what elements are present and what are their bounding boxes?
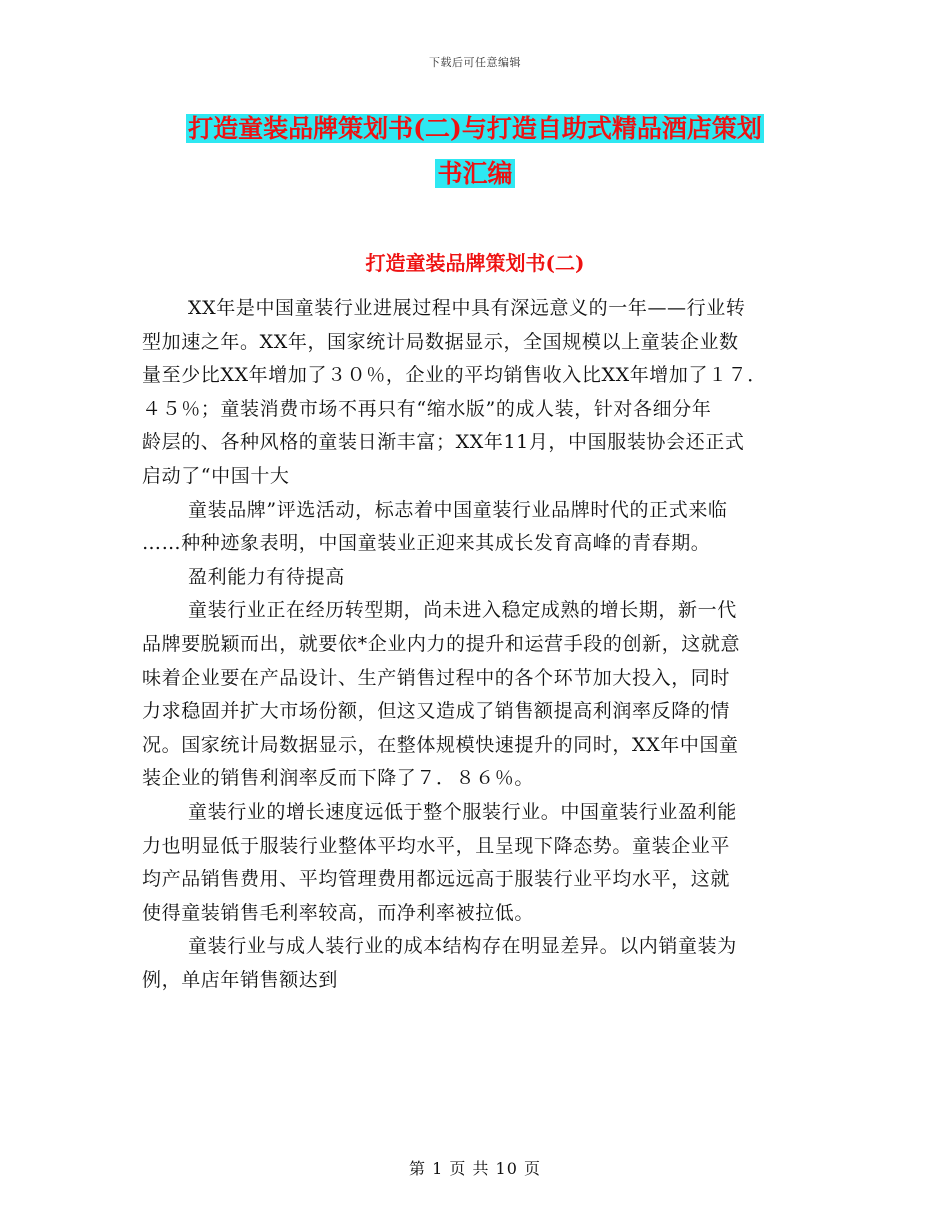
body-line: ……种种迹象表明，中国童装业正迎来其成长发育高峰的青春期。 [142, 532, 711, 555]
body-line: 使得童装销售毛利率较高，而净利率被拉低。 [142, 901, 535, 924]
document-title-line-1 [0, 114, 950, 144]
body-line: 量至少比XX年增加了３０％，企业的平均销售收入比XX年增加了１７． [142, 364, 767, 387]
section-title: 打造童装品牌策划书(二) [365, 251, 585, 275]
page-footer: 第 1 页 共 10 页 [409, 1159, 541, 1178]
document-title-line-2-text: 书汇编 [437, 159, 513, 188]
body-text [142, 292, 812, 997]
body-line: ４５％；童装消费市场不再只有“缩水版”的成人装，针对各细分年 [142, 397, 712, 420]
body-line: 力也明显低于服装行业整体平均水平，且呈现下降态势。童装企业平 [142, 834, 731, 857]
body-line: 均产品销售费用、平均管理费用都远远高于服装行业平均水平，这就 [142, 868, 731, 891]
body-line: 例，单店年销售额达到 [142, 968, 339, 991]
subheading: 盈利能力有待提高 [188, 565, 345, 588]
body-line: XX年是中国童装行业进展过程中具有深远意义的一年——行业转 [188, 297, 746, 319]
body-line: 品牌要脱颖而出，就要依*企业内力的提升和运营手段的创新，这就意 [142, 632, 741, 655]
body-line: 龄层的、各种风格的童装日渐丰富；XX年11月，中国服装协会还正式 [142, 431, 745, 454]
body-line: 力求稳固并扩大市场份额，但这又造成了销售额提高利润率反降的情 [142, 700, 731, 723]
body-line: 童装行业正在经历转型期，尚未进入稳定成熟的增长期，新一代 [188, 599, 737, 622]
body-line: 启动了“中国十大 [142, 464, 290, 487]
document-title-line-2 [0, 159, 950, 189]
body-line: 装企业的销售利润率反而下降了７．８６％。 [142, 767, 535, 790]
body-line: 童装行业的增长速度远低于整个服装行业。中国童装行业盈利能 [188, 800, 737, 823]
body-line: 童装品牌”评选活动，标志着中国童装行业品牌时代的正式来临 [188, 498, 728, 521]
body-line: 型加速之年。XX年，国家统计局数据显示，全国规模以上童装企业数 [142, 330, 739, 353]
body-line: 味着企业要在产品设计、生产销售过程中的各个环节加大投入，同时 [142, 666, 731, 689]
body-line: 童装行业与成人装行业的成本结构存在明显差异。以内销童装为 [188, 935, 737, 958]
header-note: 下载后可任意编辑 [429, 56, 521, 69]
document-title-line-1-text: 打造童装品牌策划书(二)与打造自助式精品酒店策划 [188, 114, 762, 143]
body-line: 况。国家统计局数据显示，在整体规模快速提升的同时，XX年中国童 [142, 733, 739, 756]
